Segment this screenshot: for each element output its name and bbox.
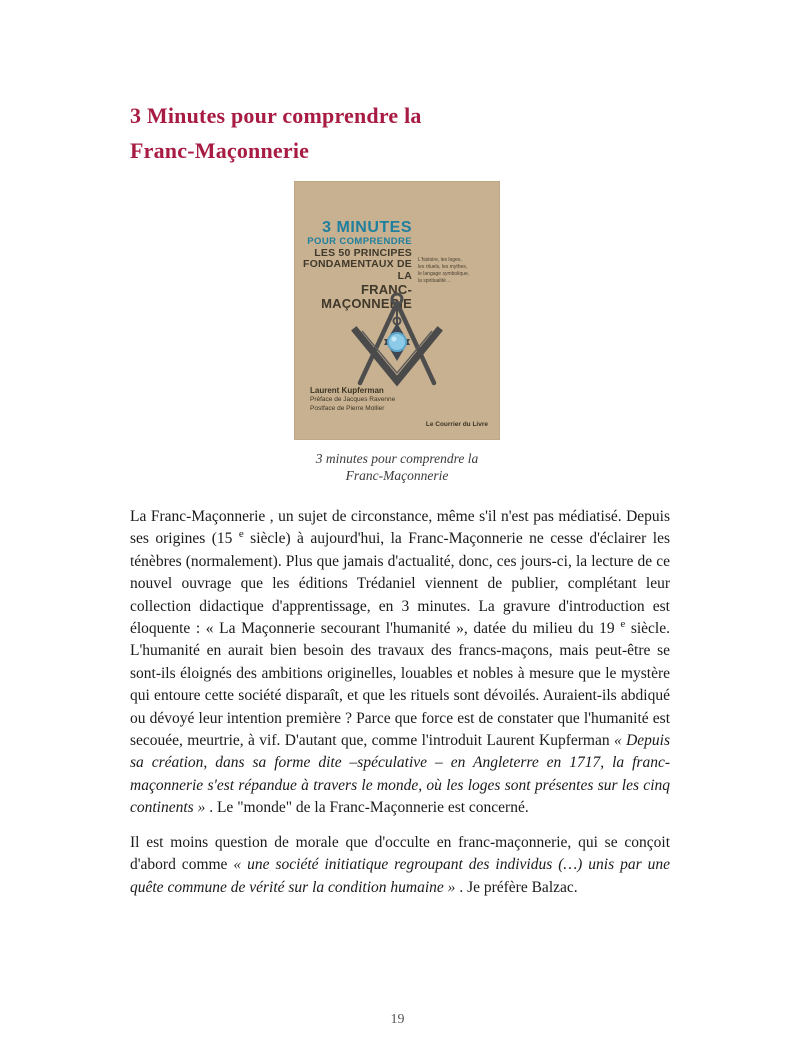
cover-side-note-line: le langage symbolique,	[418, 271, 470, 277]
cover-title-line5: FRANC-MAÇONNERIE	[321, 281, 412, 312]
cover-title-sub: POUR COMPRENDRE	[307, 235, 412, 247]
cover-title-line4: FONDAMENTAUX DE LA	[303, 258, 412, 283]
body-paragraph-1: La Franc-Maçonnerie , un sujet de circonstance, même s'il n'est pas médiatisé. Depuis ses origines (15 $^e$ siècle) à aujourd'hui, la Franc-Maçonnerie ne cesse d'éclairer les ténèbres (normalement). Plus que jamais d'actualité, donc, ces jours-ci, la lecture de ce nouvel ouvrage que les éditions Trédaniel viennent de publier, complétant leur collection didactique d'apprentissage, en 3 minutes. La gravure d'introduction est éloquente : « La Maçonnerie secourant l'humanité », datée du milieu du 19 $^e$ siècle. L'humanité en aurait bien besoin des travaux des francs-maçons, mais peut-être se sont-ils éloignés des ambitions originelles, louables et nobles à mesure que le mystère qui entoure cette société disparaît, et que les rituels sont dévoilés. Auraient-ils abdiqué ou dévoyé leur intention première ? Parce que force est de constater que l'humanité est secouée, meurtrie, à vif. D'autant que, comme l'introduit Laurent Kupferman « Depuis sa création, dans sa forme dite –spéculative – en Angleterre en 1717, la franc-maçonnerie s'est répandue à travers le monde, où les loges sont présentes sur les cinq continents » . Le "monde" de la Franc-Maçonnerie est concerné.	[130, 508, 670, 817]
cover-side-note	[418, 257, 488, 285]
image-caption	[244, 450, 550, 484]
cover-title-main: 3 MINUTES	[322, 219, 412, 236]
cover-side-note-line: la spiritualité…	[418, 278, 451, 284]
article-title-line-2: Franc-Maçonnerie	[130, 138, 310, 163]
page-number: 19	[390, 1012, 405, 1027]
image-caption-line-1: 3 minutes pour comprendre la	[315, 451, 479, 466]
image-caption-line-2: Franc-Maçonnerie	[345, 468, 449, 483]
article-title-line-1: 3 Minutes pour comprendre la	[130, 103, 422, 128]
cover-author-block	[310, 386, 395, 414]
article-title	[130, 98, 690, 168]
article-body	[130, 506, 670, 911]
cover-preface-credit: Préface de Jacques Ravenne	[310, 396, 396, 404]
book-cover-image	[294, 181, 500, 440]
cover-title-line3: LES 50 PRINCIPES	[314, 246, 412, 259]
cover-publisher: Le Courrier du Livre	[425, 421, 488, 428]
cover-postface-credit: Postface de Pierre Mollier	[310, 405, 385, 413]
masonic-square-and-compass-icon	[344, 291, 450, 391]
cover-side-note-line: L'histoire, les loges,	[418, 257, 462, 263]
cover-author-name: Laurent Kupferman	[310, 385, 384, 395]
body-paragraph-2: Il est moins question de morale que d'occulte en franc-maçonnerie, qui se conçoit d'abord comme « une société initiatique regroupant des individus (…) unis par une quête commune de vérité sur la condition humaine » . Je préfère Balzac.	[130, 833, 670, 896]
cover-side-note-line: les rituels, les mythes,	[418, 264, 468, 270]
